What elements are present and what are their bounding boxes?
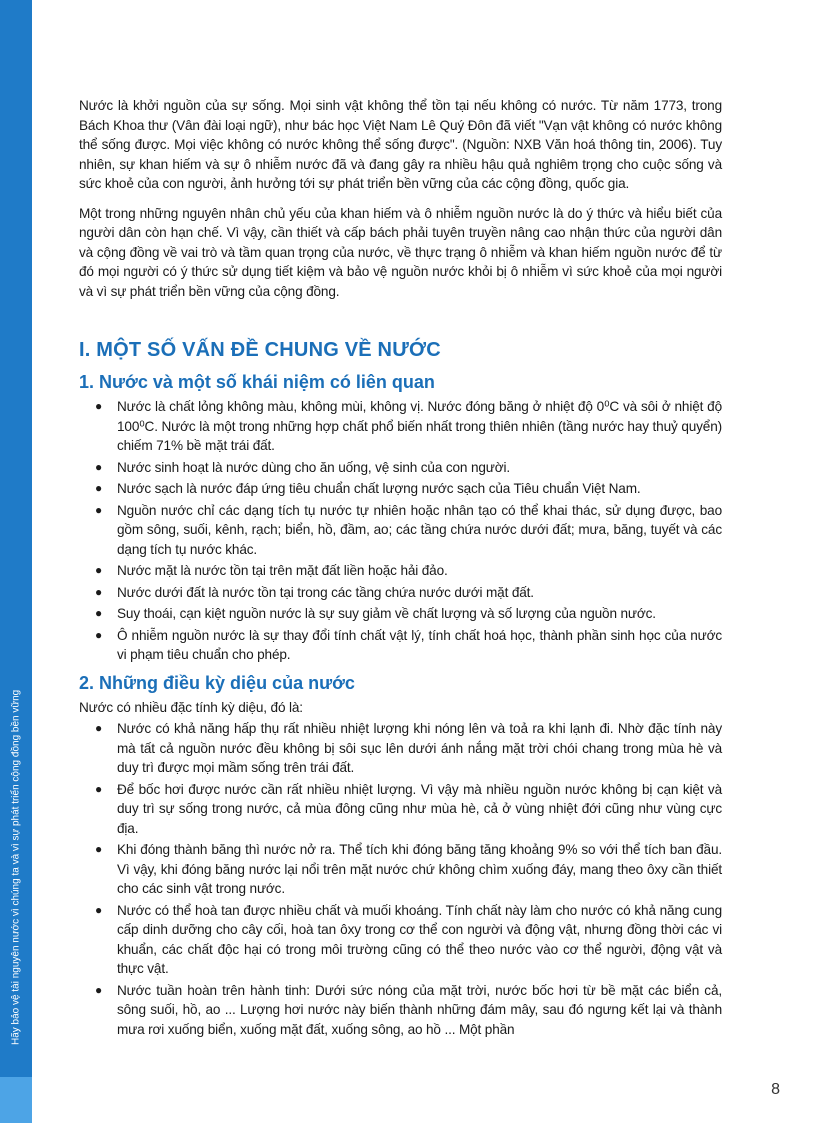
bullet-icon: ● [95,502,103,517]
list-item: ● Ô nhiễm nguồn nước là sự thay đổi tính chất vật lý, tính chất hoá học, thành phần sinh học của nước vi phạm tiêu chuẩn cho phép. [95,627,722,662]
side-slogan: Hãy bảo vệ tài nguyên nước vì chúng ta và vì sự phát triển cộng đồng bền vững [10,689,22,1045]
list-item: ● Để bốc hơi được nước cần rất nhiều nhiệt lượng. Vì vậy mà nhiều nguồn nước không bị cạn kiệt và duy trì sự sống trong nước, cả mùa đông cũng như mùa hè, cả ở vùng nhiệt đới cũng như vùng cực địa. [95,781,722,836]
intro-paragraph-2: Một trong những nguyên nhân chủ yếu của khan hiếm và ô nhiễm nguồn nước là do ý thức và hiểu biết của người dân còn hạn chế. Vì vậy, cần thiết và cấp bách phải tuyên truyền nâng cao nhận thức của người dân và cộng đồng về vai trò và tầm quan trọng của nước, về thực trạng ô nhiễm và khan hiếm nguồn nước để từ đó mọi người có ý thức sử dụng tiết kiệm và bảo vệ nguồn nước khỏi bị ô nhiễm vì sức khoẻ của mọi người và vì sự phát triển bền vững của cộng đồng. [79,205,722,299]
list-item: ● Nước có thể hoà tan được nhiều chất và muối khoáng. Tính chất này làm cho nước có khả năng cung cấp dinh dưỡng cho cây cối, hoà tan ôxy trong cơ thể con người và động vật, nhưng đồng thời các vi khuẩn, các chất độc hại có trong môi trường cũng có thể theo nước vào cơ thể người, động vật và thực vật. [95,902,722,976]
list-item: ● Nước mặt là nước tồn tại trên mặt đất liền hoặc hải đảo. [117,561,722,581]
list-item: ● Nước tuần hoàn trên hành tinh: Dưới sức nóng của mặt trời, nước bốc hơi từ bề mặt các biển cả, sông suối, hồ, ao ... Lượng hơi nước này biến thành những đám mây, sau đó ngưng kết lại và thành mưa rơi xuống biển, xuống mặt đất, xuống sông, ao hồ ... Một phần [95,982,722,1037]
bullet-icon: ● [95,606,103,620]
list-item: ● Suy thoái, cạn kiệt nguồn nước là sự suy giảm về chất lượng và số lượng của nguồn nước. [117,604,722,624]
subsection-1-list [79,397,722,665]
bullet-icon: ● [95,781,103,796]
intro-paragraph-1: Nước là khởi nguồn của sự sống. Mọi sinh vật không thể tồn tại nếu không có nước. Từ năm 1773, trong Bách Khoa thư (Vân đài loại ngữ), như bác học Việt Nam Lê Quý Đôn đã viết "Vạn vật không có nước không thể sống được. Mọi việc không có nước không thể sống được". (Nguồn: NXB Văn hoá thông tin, 2006). Tuy nhiên, sự khan hiếm và sự ô nhiễm nước đã và đang gây ra nhiều hậu quả nghiêm trọng cho cuộc sống và sức khoẻ của con người, ảnh hưởng tới sự phát triển bền vững của các cộng đồng, quốc gia. [79,98,722,191]
page-content [79,96,722,1047]
subsection-1-title: 1. Nước và một số khái niệm có liên quan [79,372,435,392]
bullet-icon: ● [95,399,103,413]
bullet-icon: ● [95,842,103,856]
list-item: ● Nguồn nước chỉ các dạng tích tụ nước tự nhiên hoặc nhân tạo có thể khai thác, sử dụng được, bao gồm sông, suối, kênh, rạch; biển, hồ, đầm, ao; các tầng chứa nước dưới đất; mưa, băng, tuyết và các dạng tích tụ nước khác. [95,502,722,557]
list-item: ● Nước dưới đất là nước tồn tại trong các tầng chứa nước dưới mặt đất. [117,583,722,603]
bullet-icon: ● [95,721,103,735]
page-number: 8 [771,1081,780,1098]
list-item: ● Nước là chất lỏng không màu, không mùi, không vị. Nước đóng băng ở nhiệt độ 0⁰C và sôi ở nhiệt độ 100⁰C. Nước là một trong những hợp chất phổ biến nhất trong thiên nhiên (tầng nước hay thuỷ quyển) chiếm 71% bề mặt trái đất. [95,399,722,453]
bullet-icon: ● [95,584,103,599]
side-accent-bar-bottom [0,1077,32,1123]
list-item: ● Nước sinh hoạt là nước dùng cho ăn uống, vệ sinh của con người. [117,458,722,478]
subsection-2-lead: Nước có nhiều đặc tính kỳ diệu, đó là: [79,699,303,715]
subsection-2-list [79,719,722,1039]
section-title: I. MỘT SỐ VẤN ĐỀ CHUNG VỀ NƯỚC [79,339,441,361]
subsection-2-title: 2. Những điều kỳ diệu của nước [79,672,355,693]
bullet-icon: ● [95,481,103,495]
bullet-icon: ● [95,982,103,997]
bullet-icon: ● [95,627,103,642]
bullet-icon: ● [95,563,103,577]
bullet-icon: ● [95,902,103,917]
list-item: ● Nước có khả năng hấp thụ rất nhiều nhiệt lượng khi nóng lên và toả ra khi lạnh đi. Nhờ đặc tính này mà tất cả nguồn nước đều không bị sôi sục lên dưới ánh nắng mặt trời chói chang trong mùa hè và duy trì được mọi mầm sống trên trái đất. [95,721,722,775]
bullet-icon: ● [95,459,103,474]
list-item: ● Nước sạch là nước đáp ứng tiêu chuẩn chất lượng nước sạch của Tiêu chuẩn Việt Nam. [117,479,722,499]
list-item: ● Khi đóng thành băng thì nước nở ra. Thể tích khi đóng băng tăng khoảng 9% so với thể tích ban đầu. Vì vậy, khi đóng băng nước lại nổi trên mặt nước chứ không chìm xuống đáy, mang theo ôxy cần thiết cho các sinh vật trong nước. [95,842,722,896]
